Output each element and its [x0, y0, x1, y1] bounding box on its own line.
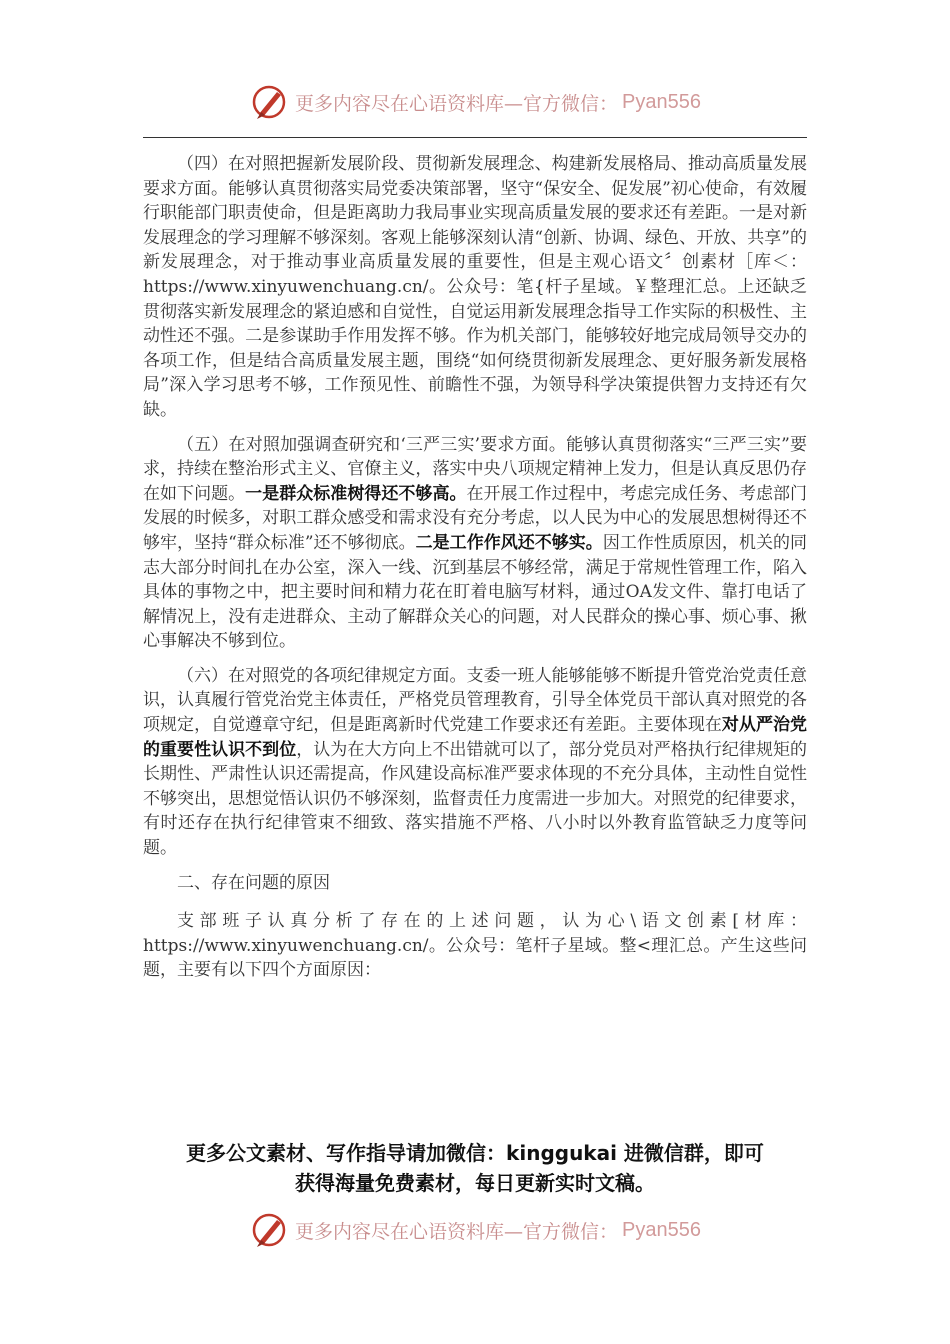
pen-logo-icon	[249, 82, 289, 122]
paragraph-5-intro: （五）在对照加强调查研究和‘三严三实’要求方面。能够认真贯彻落实“三严三实”要求，持续在整治形式主义、官僚主义，落实中央八项规定精神上发力，但是认真反思仍存在如下问题。	[143, 434, 807, 504]
paragraph-6-intro: （六）在对照党的各项纪律规定方面。支委一班人能够能够不断提升管党治党责任意识，认真履行管党治党主体责任，严格党员管理教育，引导全体党员干部认真对照党的各项规定，自觉遵章守纪，但是距离新时代党建工作要求还有差距。主要体现在	[143, 665, 807, 736]
paragraph-6-emphasis: 对从严治党的重要性认识不到位	[143, 715, 808, 760]
header-banner	[0, 82, 950, 122]
paragraph-7: 支部班子认真分析了存在的上述问题，认为心\语文创素[材库：https://www.xinyuwenchuang.cn/。公众号：笔杆子星域。整<理汇总。产生这些问题，主要有以下四个方面原因：	[143, 911, 807, 981]
footer-banner	[0, 1210, 950, 1250]
promo-line-1: 更多公文素材、写作指导请加微信：kinggukai 进微信群，即可	[186, 1141, 764, 1165]
header-wechat-id: Pyan556	[622, 90, 701, 113]
paragraph-5	[143, 433, 807, 654]
paragraph-5-point-1: 一是群众标准树得还不够高。	[245, 483, 467, 504]
paragraph-5-point-2: 二是工作作风还不够实。	[415, 532, 603, 553]
paragraph-4: （四）在对照把握新发展阶段、贯彻新发展理念、构建新发展格局、推动高质量发展要求方面。能够认真贯彻落实局党委决策部署，坚守“保安全、促发展”初心使命，有效履行职能部门职责使命，但是距离助力我局事业实现高质量发展的要求还有差距。一是对新发展理念的学习理解不够深刻。客观上能够深刻认清“创新、协调、绿色、开放、共享”的新发展理念，对于推动事业高质量发展的重要性，但是主观心语文〞创素材［库＜：https://www.xinyuwenchuang.cn/。公众号：笔{杆子星域。￥整理汇总。上还缺乏贯彻落实新发展理念的紧迫感和自觉性，自觉运用新发展理念指导工作实际的积极性、主动性还不强。二是参谋助手作用发挥不够。作为机关部门，能够较好地完成局领导交办的各项工作，但是结合高质量发展主题，围绕“如何绕贯彻新发展理念、更好服务新发展格局”深入学习思考不够，工作预见性、前瞻性不强，为领导科学决策提供智力支持还有欠缺。	[143, 154, 807, 420]
document-body	[143, 152, 807, 993]
paragraph-5-body-1: 在开展工作过程中，考虑完成任务、考虑部门发展的时候多，对职工群众感受和需求没有充分考虑，以人民为中心的发展思想树得还不够牢，坚持“群众标准”还不够彻底。	[143, 483, 808, 553]
paragraph-6-body: ，认为在大方向上不出错就可以了，部分党员对严格执行纪律规矩的长期性、严肃性认识还需提高，作风建设高标准严要求体现的不充分具体，主动性自觉性不够突出，思想觉悟认识仍不够深刻，监督责任力度需进一步加大。对照党的纪律要求，有时还存在执行纪律管束不细致、落实措施不严格、八小时以外教育监管缺乏力度等问题。	[143, 739, 808, 859]
section-heading: 二、存在问题的原因	[177, 872, 330, 893]
paragraph-6	[143, 664, 807, 861]
promo-notice	[143, 1138, 807, 1198]
footer-wechat-id: Pyan556	[622, 1218, 701, 1241]
header-divider	[143, 137, 807, 138]
paragraph-5-body-2: 因工作性质原因，机关的同志大部分时间扎在办公室，深入一线、沉到基层不够经常，满足于常规性管理工作，陷入具体的事物之中，把主要时间和精力花在盯着电脑写材料，通过OA发文件、靠打电话了解情况上，没有走进群众、主动了解群众关心的问题，对人民群众的操心事、烦心事、揪心事解决不够到位。	[143, 532, 807, 652]
promo-line-2: 获得海量免费素材，每日更新实时文稿。	[295, 1171, 655, 1195]
header-banner-text: 更多内容尽在心语资料库—官方微信：	[295, 92, 619, 115]
footer-banner-text: 更多内容尽在心语资料库—官方微信：	[295, 1220, 619, 1243]
pen-logo-icon	[249, 1210, 289, 1250]
